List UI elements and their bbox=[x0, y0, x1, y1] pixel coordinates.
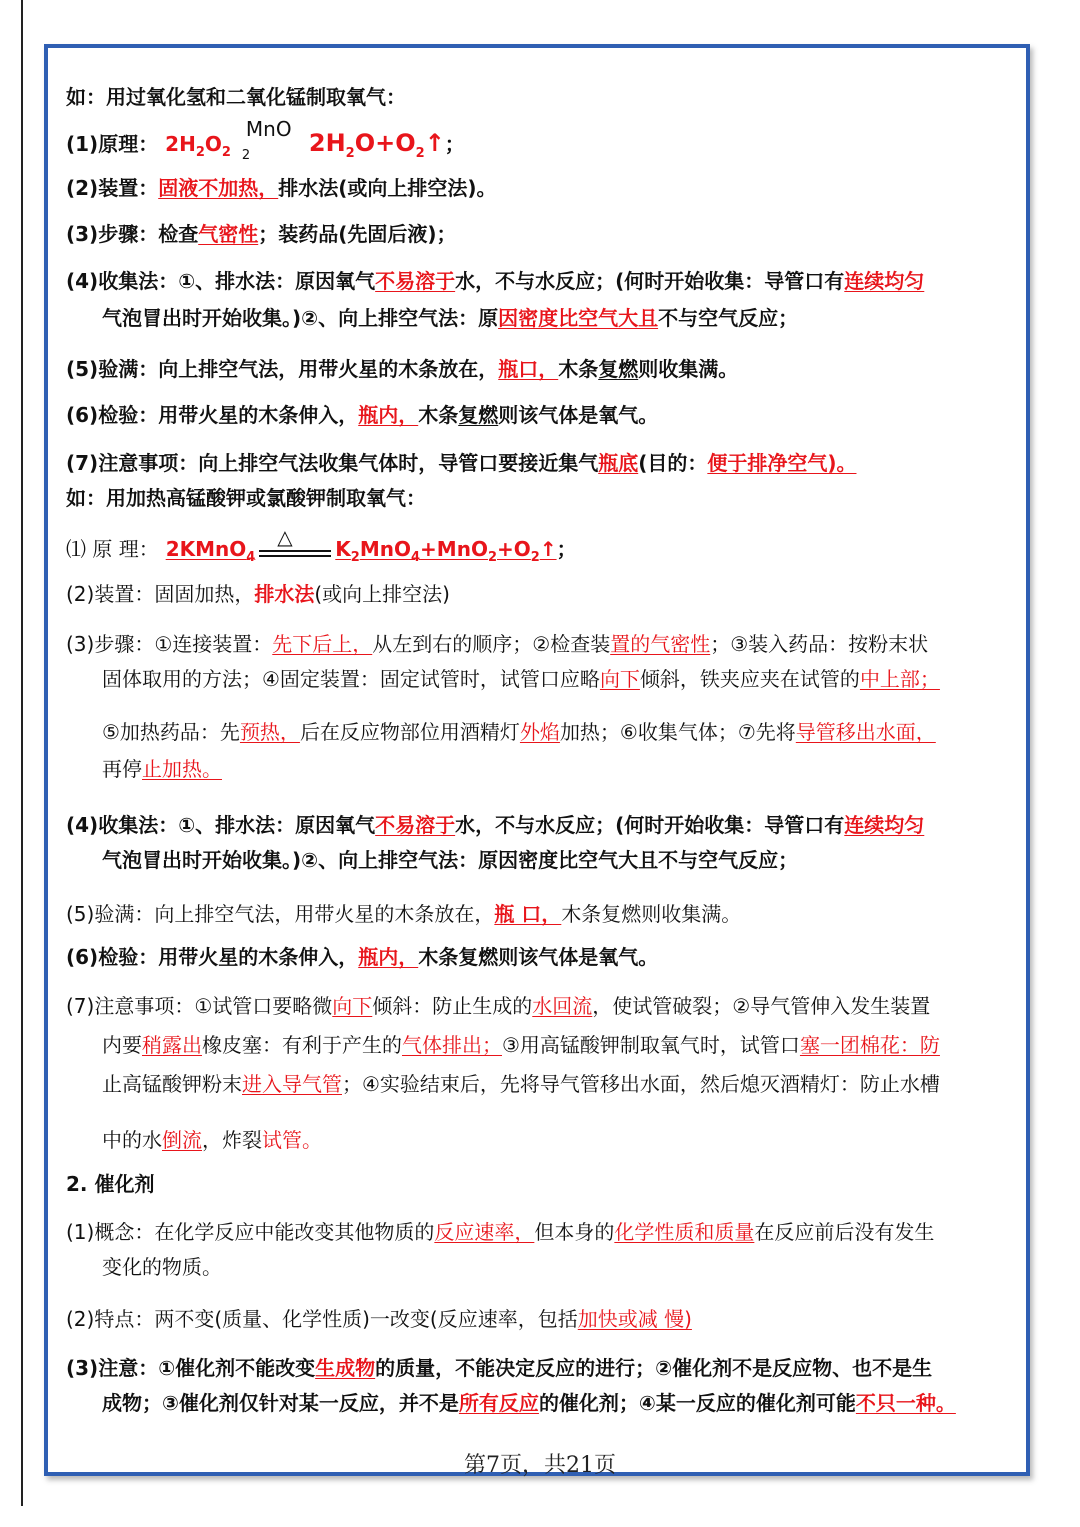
kmno4-full-check: (5)验满：向上排空气法，用带火星的木条放在，瓶 口，木条复燃则收集满。 bbox=[66, 902, 742, 926]
kmno4-steps-line4: 再停止加热。 bbox=[102, 757, 222, 781]
reactant-h2o2: $2H_2O_2$ bbox=[165, 132, 231, 160]
binding-margin-line bbox=[21, 0, 23, 1506]
intro-kmno4: 如：用加热高锰酸钾或氯酸钾制取氧气： bbox=[66, 486, 426, 510]
catalyst-notes-line2: 成物；③催化剂仅针对某一反应，并不是所有反应的催化剂；④某一反应的催化剂可能不只一种。 bbox=[102, 1391, 956, 1415]
h2o2-steps: (3)步骤：检查气密性；装药品(先固后液)； bbox=[66, 222, 457, 246]
kmno4-notes-line2: 内要稍露出橡皮塞：有利于产生的气体排出；③用高锰酸钾制取氧气时，试管口塞一团棉花：防 bbox=[102, 1033, 940, 1057]
products-h2o2: $2H_2O+O_2↑$ bbox=[308, 129, 445, 161]
kmno4-test: (6)检验：用带火星的木条伸入，瓶内，木条复燃则该气体是氧气。 bbox=[66, 945, 659, 969]
kmno4-notes-line3: 止高锰酸钾粉末进入导气管；④实验结束后，先将导气管移出水面，然后熄灭酒精灯：防止水槽 bbox=[102, 1072, 940, 1096]
intro-h2o2: 如：用过氧化氢和二氧化锰制取氧气： bbox=[66, 85, 406, 109]
kmno4-equation: 2KMnO$_4$ △ $K_2MnO_4+MnO_2+O_2↑$ bbox=[165, 524, 557, 565]
kmno4-apparatus: (2)装置：固固加热，排水法(或向上排空法) bbox=[66, 582, 450, 606]
h2o2-notes: (7)注意事项：向上排空气法收集气体时，导管口要接近集气瓶底(目的：便于排净空气)。 bbox=[66, 451, 857, 475]
h2o2-collection-line2: 气泡冒出时开始收集。)②、向上排空气法：原因密度比空气大且不与空气反应； bbox=[102, 306, 799, 330]
catalyst-features: (2)特点：两不变(质量、化学性质)一改变(反应速率，包括加快或减 慢) bbox=[66, 1307, 692, 1331]
kmno4-notes-line4: 中的水倒流，炸裂试管。 bbox=[102, 1128, 322, 1152]
kmno4-steps-line1: (3)步骤：①连接装置：先下后上，从左到右的顺序；②检查装置的气密性；③装入药品：按粉末状 bbox=[66, 632, 929, 656]
h2o2-test: (6)检验：用带火星的木条伸入，瓶内，木条复燃则该气体是氧气。 bbox=[66, 403, 659, 427]
h2o2-collection-line1: (4)收集法：①、排水法：原因氧气不易溶于水，不与水反应；(何时开始收集：导管口有连续均匀 bbox=[66, 269, 925, 293]
equation-kmno4: ⑴ 原 理： 2KMnO$_4$ △ $K_2MnO_4+MnO_2+O_2↑$； bbox=[66, 524, 577, 565]
kmno4-steps-line3: ⑤加热药品：先预热，后在反应物部位用酒精灯外焰加热；⑥收集气体；⑦先将导管移出水面， bbox=[102, 720, 936, 744]
kmno4-steps-line2: 固体取用的方法；④固定装置：固定试管时，试管口应略向下倾斜，铁夹应夹在试管的中上部； bbox=[102, 667, 940, 691]
heating-condition: △ bbox=[255, 541, 335, 561]
h2o2-apparatus: (2)装置：固液不加热，排水法(或向上排空法)。 bbox=[66, 176, 497, 200]
catalyst-concept-line1: (1)概念：在化学反应中能改变其他物质的反应速率，但本身的化学性质和质量在反应前后没有发生 bbox=[66, 1220, 935, 1244]
catalyst-notes-line1: (3)注意：①催化剂不能改变生成物的质量，不能决定反应的进行；②催化剂不是反应物、也不是生 bbox=[66, 1356, 933, 1380]
kmno4-collection-line2: 气泡冒出时开始收集。)②、向上排空气法：原因密度比空气大且不与空气反应； bbox=[102, 848, 799, 872]
equation-h2o2: (1)原理： $2H_2O_2$ MnO $_2$ $2H_2O+O_2↑$； bbox=[66, 117, 465, 163]
section-catalyst-title: 2. 催化剂 bbox=[66, 1172, 155, 1196]
h2o2-full-check: (5)验满：向上排空气法，用带火星的木条放在，瓶口，木条复燃则收集满。 bbox=[66, 357, 739, 381]
catalyst-concept-line2: 变化的物质。 bbox=[102, 1255, 222, 1279]
page-number: 第7页，共21页 bbox=[464, 1453, 616, 1478]
kmno4-notes-line1: (7)注意事项：①试管口要略微向下倾斜：防止生成的水回流，使试管破裂；②导气管伸入发生装置 bbox=[66, 994, 931, 1018]
kmno4-collection-line1: (4)收集法：①、排水法：原因氧气不易溶于水，不与水反应；(何时开始收集：导管口有连续均匀 bbox=[66, 813, 925, 837]
